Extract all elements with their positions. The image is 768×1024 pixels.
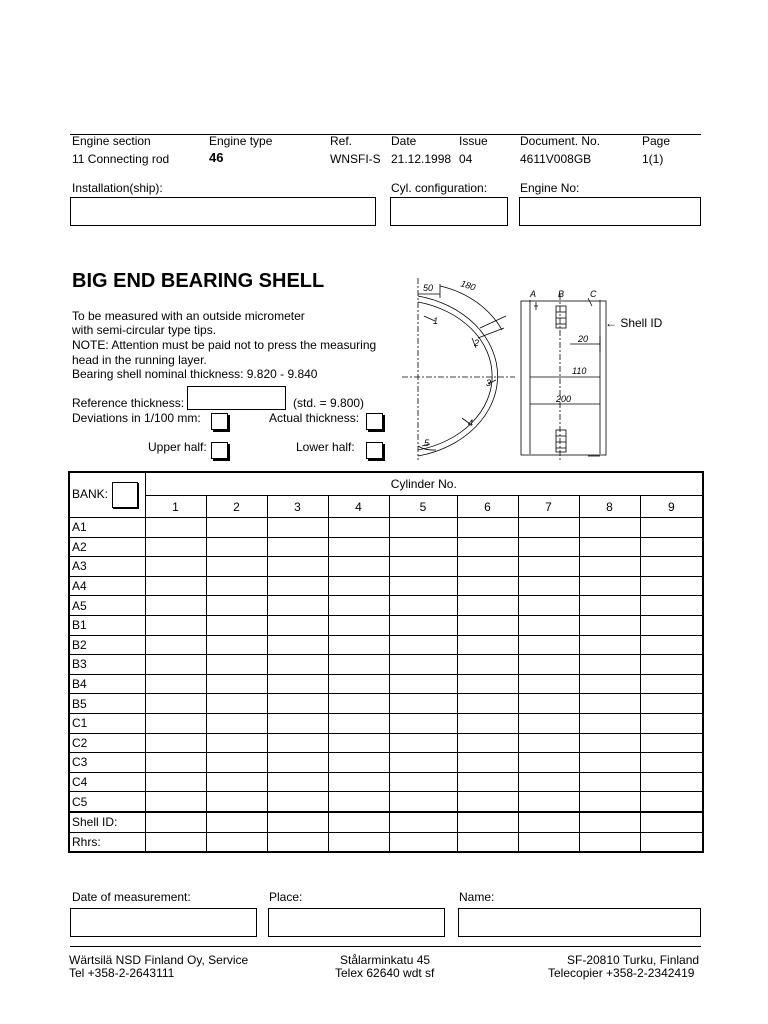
row-label: A5	[69, 596, 145, 616]
measurement-cell[interactable]	[267, 832, 328, 852]
measurement-cell[interactable]	[518, 655, 579, 675]
measurement-cell[interactable]	[145, 753, 206, 773]
measurement-cell[interactable]	[579, 635, 640, 655]
col-b-label: B	[558, 289, 565, 299]
row-label: A1	[69, 518, 145, 538]
measurement-cell[interactable]	[328, 537, 389, 557]
measurement-cell[interactable]	[389, 655, 457, 675]
cyl-config-field[interactable]	[390, 197, 508, 226]
measurement-cell[interactable]	[145, 832, 206, 852]
dim-180-label: 180	[459, 278, 477, 293]
measurement-cell[interactable]	[389, 713, 457, 733]
upper-half-label: Upper half:	[148, 440, 207, 454]
measurement-cell[interactable]	[389, 792, 457, 812]
measurement-cell[interactable]	[145, 596, 206, 616]
measurement-cell[interactable]	[145, 518, 206, 538]
measurement-cell[interactable]	[389, 596, 457, 616]
row-label: C2	[69, 733, 145, 753]
measurement-cell[interactable]	[640, 812, 703, 832]
shell-inner-arc	[418, 302, 492, 450]
row-label: B1	[69, 615, 145, 635]
cylinder-number-5: 5	[389, 496, 457, 518]
document-value: 4611V008GB	[520, 152, 592, 166]
measurement-cell[interactable]	[457, 694, 518, 714]
measurement-cell[interactable]	[206, 615, 267, 635]
measurement-cell[interactable]	[389, 694, 457, 714]
dim-20-label: 20	[578, 334, 589, 344]
cylinder-number-3: 3	[267, 496, 328, 518]
measurement-cell[interactable]	[267, 713, 328, 733]
measurement-cell[interactable]	[145, 792, 206, 812]
measurement-cell[interactable]	[328, 557, 389, 577]
row-label: B3	[69, 655, 145, 675]
footer-city: SF-20810 Turku, Finland	[567, 953, 700, 967]
date-of-measurement-label: Date of measurement:	[72, 890, 191, 904]
table-row	[69, 674, 703, 694]
engine-section-value: 11 Connecting rod	[72, 152, 170, 166]
measurement-cell[interactable]	[389, 674, 457, 694]
measurement-cell[interactable]	[518, 635, 579, 655]
table-row	[69, 832, 703, 852]
cylinder-number-6: 6	[457, 496, 518, 518]
table-row	[69, 753, 703, 773]
measurement-cell[interactable]	[457, 635, 518, 655]
shell-id-callout: ← Shell ID	[605, 316, 663, 330]
row-label: A4	[69, 576, 145, 596]
measurement-cell[interactable]	[206, 694, 267, 714]
measurement-cell[interactable]	[640, 753, 703, 773]
measurement-cell[interactable]	[206, 772, 267, 792]
measurement-cell[interactable]	[389, 832, 457, 852]
measurement-cell[interactable]	[579, 753, 640, 773]
measurement-cell[interactable]	[640, 674, 703, 694]
measurement-cell[interactable]	[267, 518, 328, 538]
measurement-cell[interactable]	[457, 674, 518, 694]
instruction-line-3: NOTE: Attention must be paid not to press the measuring	[72, 338, 377, 352]
measurement-cell[interactable]	[457, 792, 518, 812]
actual-thickness-checkbox[interactable]	[366, 413, 383, 430]
date-of-measurement-field[interactable]	[70, 908, 257, 937]
place-field[interactable]	[268, 908, 445, 937]
name-label: Name:	[459, 890, 495, 904]
measurement-cell[interactable]	[579, 655, 640, 675]
row-label: Shell ID:	[69, 812, 145, 832]
table-row	[69, 655, 703, 675]
cylinder-number-2: 2	[206, 496, 267, 518]
dim-200-label: 200	[556, 394, 572, 404]
measurement-cell[interactable]	[579, 694, 640, 714]
measurement-cell[interactable]	[518, 518, 579, 538]
measurement-cell[interactable]	[328, 713, 389, 733]
measurement-cell[interactable]	[267, 596, 328, 616]
measurement-cell[interactable]	[206, 713, 267, 733]
document-label: Document. No.	[520, 134, 601, 148]
page-label: Page	[642, 134, 671, 148]
measurement-cell[interactable]	[328, 615, 389, 635]
measurement-cell[interactable]	[145, 713, 206, 733]
measurement-cell[interactable]	[267, 557, 328, 577]
engine-type-label: Engine type	[209, 134, 273, 148]
measurement-cell[interactable]	[206, 518, 267, 538]
table-row	[69, 557, 703, 577]
measurement-cell[interactable]	[206, 832, 267, 852]
lower-half-checkbox[interactable]	[366, 442, 383, 459]
table-row	[69, 596, 703, 616]
measurement-cell[interactable]	[640, 713, 703, 733]
table-row	[69, 792, 703, 812]
footer-fax: Telecopier +358-2-2342419	[548, 966, 695, 980]
measurement-cell[interactable]	[328, 792, 389, 812]
page-title: BIG END BEARING SHELL	[72, 270, 325, 292]
measurement-cell[interactable]	[518, 713, 579, 733]
measurement-cell[interactable]	[518, 812, 579, 832]
measurement-cell[interactable]	[518, 674, 579, 694]
measurement-cell[interactable]	[457, 753, 518, 773]
footer-tel: Tel +358-2-2643111	[69, 966, 175, 980]
row-label: A3	[69, 557, 145, 577]
cylinder-number-1: 1	[145, 496, 206, 518]
measurement-cell[interactable]	[145, 615, 206, 635]
measurement-cell[interactable]	[389, 733, 457, 753]
cyl-config-label: Cyl. configuration:	[391, 181, 488, 195]
measurement-cell[interactable]	[457, 537, 518, 557]
table-row	[69, 733, 703, 753]
measurement-cell[interactable]	[518, 537, 579, 557]
measurement-cell[interactable]	[640, 792, 703, 812]
footer-rule	[70, 946, 701, 947]
measurement-cell[interactable]	[328, 655, 389, 675]
cylinder-number-4: 4	[328, 496, 389, 518]
measurement-cell[interactable]	[457, 812, 518, 832]
measurement-cell[interactable]	[579, 674, 640, 694]
measurement-cell[interactable]	[579, 713, 640, 733]
measurement-cell[interactable]	[206, 812, 267, 832]
col-a-label: A	[530, 289, 537, 299]
cylinder-number-9: 9	[640, 496, 703, 518]
row-label: B2	[69, 635, 145, 655]
measurement-cell[interactable]	[640, 694, 703, 714]
issue-value: 04	[459, 152, 473, 166]
point-1-label: 1	[433, 316, 439, 326]
measurement-cell[interactable]	[145, 694, 206, 714]
measurement-cell[interactable]	[267, 753, 328, 773]
measurement-cell[interactable]	[145, 772, 206, 792]
instruction-line-2: with semi-circular type tips.	[72, 323, 217, 337]
installation-field[interactable]	[70, 197, 376, 226]
measurement-cell[interactable]	[145, 537, 206, 557]
row-label: B4	[69, 674, 145, 694]
measurement-cell[interactable]	[457, 576, 518, 596]
measurement-cell[interactable]	[518, 753, 579, 773]
place-label: Place:	[269, 890, 303, 904]
measurement-cell[interactable]	[389, 615, 457, 635]
row-label: C1	[69, 713, 145, 733]
measurement-cell[interactable]	[267, 772, 328, 792]
measurement-cell[interactable]	[389, 576, 457, 596]
measurement-cell[interactable]	[206, 733, 267, 753]
measurement-cell[interactable]	[389, 753, 457, 773]
measurement-cell[interactable]	[457, 615, 518, 635]
measurement-cell[interactable]	[518, 615, 579, 635]
engine-section-label: Engine section	[72, 134, 151, 148]
ref-value: WNSFI-S	[330, 152, 381, 166]
measurement-cell[interactable]	[389, 635, 457, 655]
row-label: B5	[69, 694, 145, 714]
measurement-cell[interactable]	[640, 537, 703, 557]
dim-110-label: 110	[572, 366, 587, 376]
measurement-cell[interactable]	[389, 518, 457, 538]
dim-50-label: 50	[423, 283, 434, 293]
row-label: C3	[69, 753, 145, 773]
bank-label: BANK:	[72, 487, 109, 502]
measurement-cell[interactable]	[145, 635, 206, 655]
header-top-rule	[70, 134, 701, 135]
instruction-line-5: Bearing shell nominal thickness: 9.820 - 9.840	[72, 367, 318, 381]
table-row	[69, 635, 703, 655]
measurement-cell[interactable]	[640, 576, 703, 596]
bearing-shell-diagram	[400, 276, 700, 462]
measurement-cell[interactable]	[518, 733, 579, 753]
measurement-cell[interactable]	[145, 733, 206, 753]
measurement-cell[interactable]	[457, 655, 518, 675]
measurement-cell[interactable]	[145, 576, 206, 596]
shell-outer-arc	[418, 296, 498, 456]
date-value: 21.12.1998	[391, 152, 452, 166]
measurement-cell[interactable]	[579, 733, 640, 753]
measurement-cell[interactable]	[518, 832, 579, 852]
measurement-cell[interactable]	[389, 537, 457, 557]
footer-company: Wärtsilä NSD Finland Oy, Service	[69, 953, 249, 967]
measurement-cell[interactable]	[267, 674, 328, 694]
table-row	[69, 537, 703, 557]
std-label: (std. = 9.800)	[293, 396, 365, 410]
measurement-cell[interactable]	[518, 576, 579, 596]
measurement-cell[interactable]	[640, 733, 703, 753]
engine-type-value: 46	[209, 150, 224, 165]
actual-thickness-label: Actual thickness:	[269, 411, 360, 425]
point-3-label: 3	[486, 378, 492, 388]
measurement-cell[interactable]	[518, 792, 579, 812]
measurement-cell[interactable]	[640, 596, 703, 616]
measurement-cell[interactable]	[518, 557, 579, 577]
measurement-cell[interactable]	[328, 772, 389, 792]
table-row	[69, 812, 703, 832]
name-field[interactable]	[458, 908, 701, 937]
measurement-cell[interactable]	[206, 596, 267, 616]
measurement-cell[interactable]	[267, 792, 328, 812]
measurement-cell[interactable]	[457, 713, 518, 733]
measurement-cell[interactable]	[579, 557, 640, 577]
col-c-label: C	[590, 289, 597, 299]
ref-label: Ref.	[330, 134, 353, 148]
measurement-cell[interactable]	[640, 615, 703, 635]
measurement-cell[interactable]	[518, 694, 579, 714]
measurement-cell[interactable]	[457, 596, 518, 616]
footer-street: Stålarminkatu 45	[340, 953, 431, 967]
measurement-cell[interactable]	[579, 537, 640, 557]
measurement-cell[interactable]	[328, 635, 389, 655]
deviations-label: Deviations in 1/100 mm:	[72, 411, 201, 425]
measurement-cell[interactable]	[206, 576, 267, 596]
measurement-cell[interactable]	[579, 615, 640, 635]
row-label: C5	[69, 792, 145, 812]
bank-cell	[69, 472, 145, 518]
measurement-cell[interactable]	[640, 832, 703, 852]
measurement-cell[interactable]	[579, 812, 640, 832]
measurement-table	[68, 471, 704, 853]
issue-label: Issue	[459, 134, 488, 148]
measurement-cell[interactable]	[640, 655, 703, 675]
measurement-cell[interactable]	[457, 772, 518, 792]
engine-no-label: Engine No:	[520, 181, 580, 195]
measurement-cell[interactable]	[518, 772, 579, 792]
table-row	[69, 615, 703, 635]
footer-telex: Telex 62640 wdt sf	[335, 966, 435, 980]
cylinder-no-header: Cylinder No.	[145, 472, 703, 496]
table-row	[69, 694, 703, 714]
measurement-cell[interactable]	[206, 792, 267, 812]
measurement-cell[interactable]	[518, 596, 579, 616]
measurement-cell[interactable]	[389, 812, 457, 832]
cylinder-number-8: 8	[579, 496, 640, 518]
date-label: Date	[391, 134, 417, 148]
measurement-cell[interactable]	[206, 557, 267, 577]
measurement-cell[interactable]	[579, 596, 640, 616]
point-4-label: 4	[468, 418, 474, 428]
measurement-cell[interactable]	[389, 772, 457, 792]
measurement-cell[interactable]	[145, 655, 206, 675]
measurement-cell[interactable]	[457, 733, 518, 753]
point-5-label: 5	[424, 438, 430, 448]
measurement-cell[interactable]	[267, 733, 328, 753]
measurement-cell[interactable]	[457, 518, 518, 538]
measurement-cell[interactable]	[145, 557, 206, 577]
table-header-row	[69, 472, 703, 496]
measurement-cell[interactable]	[267, 615, 328, 635]
measurement-cell[interactable]	[579, 518, 640, 538]
measurement-cell[interactable]	[328, 753, 389, 773]
measurement-cell[interactable]	[206, 655, 267, 675]
instruction-line-4: head in the running layer.	[72, 353, 207, 367]
measurement-cell[interactable]	[145, 674, 206, 694]
row-label: C4	[69, 772, 145, 792]
table-row	[69, 713, 703, 733]
measurement-cell[interactable]	[206, 635, 267, 655]
measurement-cell[interactable]	[267, 537, 328, 557]
table-row	[69, 518, 703, 538]
engine-no-field[interactable]	[519, 197, 701, 226]
measurement-cell[interactable]	[579, 832, 640, 852]
table-row	[69, 772, 703, 792]
cylinder-number-7: 7	[518, 496, 579, 518]
lower-half-label: Lower half:	[296, 440, 355, 454]
measurement-cell[interactable]	[579, 792, 640, 812]
row-label: A2	[69, 537, 145, 557]
measurement-cell[interactable]	[579, 772, 640, 792]
bank-input-box[interactable]	[112, 482, 138, 508]
measurement-cell[interactable]	[328, 832, 389, 852]
measurement-cell[interactable]	[389, 557, 457, 577]
point-2-label: 2	[474, 338, 480, 348]
instruction-line-1: To be measured with an outside micrometer	[72, 309, 305, 323]
measurement-cell[interactable]	[640, 635, 703, 655]
measurement-cell[interactable]	[206, 753, 267, 773]
measurement-cell[interactable]	[267, 694, 328, 714]
installation-label: Installation(ship):	[72, 181, 163, 195]
measurement-cell[interactable]	[206, 537, 267, 557]
deviations-checkbox[interactable]	[211, 413, 228, 430]
measurement-cell[interactable]	[267, 655, 328, 675]
ref-thickness-label: Reference thickness:	[72, 396, 185, 410]
measurement-cell[interactable]	[457, 557, 518, 577]
measurement-cell[interactable]	[579, 576, 640, 596]
measurement-cell[interactable]	[328, 733, 389, 753]
row-label: Rhrs:	[69, 832, 145, 852]
cylinder-number-row	[69, 496, 703, 518]
measurement-cell[interactable]	[328, 596, 389, 616]
measurement-cell[interactable]	[457, 832, 518, 852]
measurement-cell[interactable]	[328, 694, 389, 714]
measurement-cell[interactable]	[640, 772, 703, 792]
measurement-cell[interactable]	[267, 812, 328, 832]
measurement-cell[interactable]	[328, 674, 389, 694]
measurement-cell[interactable]	[267, 635, 328, 655]
measurement-cell[interactable]	[328, 518, 389, 538]
measurement-cell[interactable]	[145, 812, 206, 832]
measurement-cell[interactable]	[267, 576, 328, 596]
measurement-cell[interactable]	[640, 557, 703, 577]
page-value: 1(1)	[642, 152, 664, 166]
measurement-cell[interactable]	[328, 812, 389, 832]
measurement-cell[interactable]	[206, 674, 267, 694]
measurement-cell[interactable]	[328, 576, 389, 596]
ref-thickness-field[interactable]	[187, 386, 286, 410]
table-row	[69, 576, 703, 596]
upper-half-checkbox[interactable]	[211, 442, 228, 459]
measurement-cell[interactable]	[640, 518, 703, 538]
